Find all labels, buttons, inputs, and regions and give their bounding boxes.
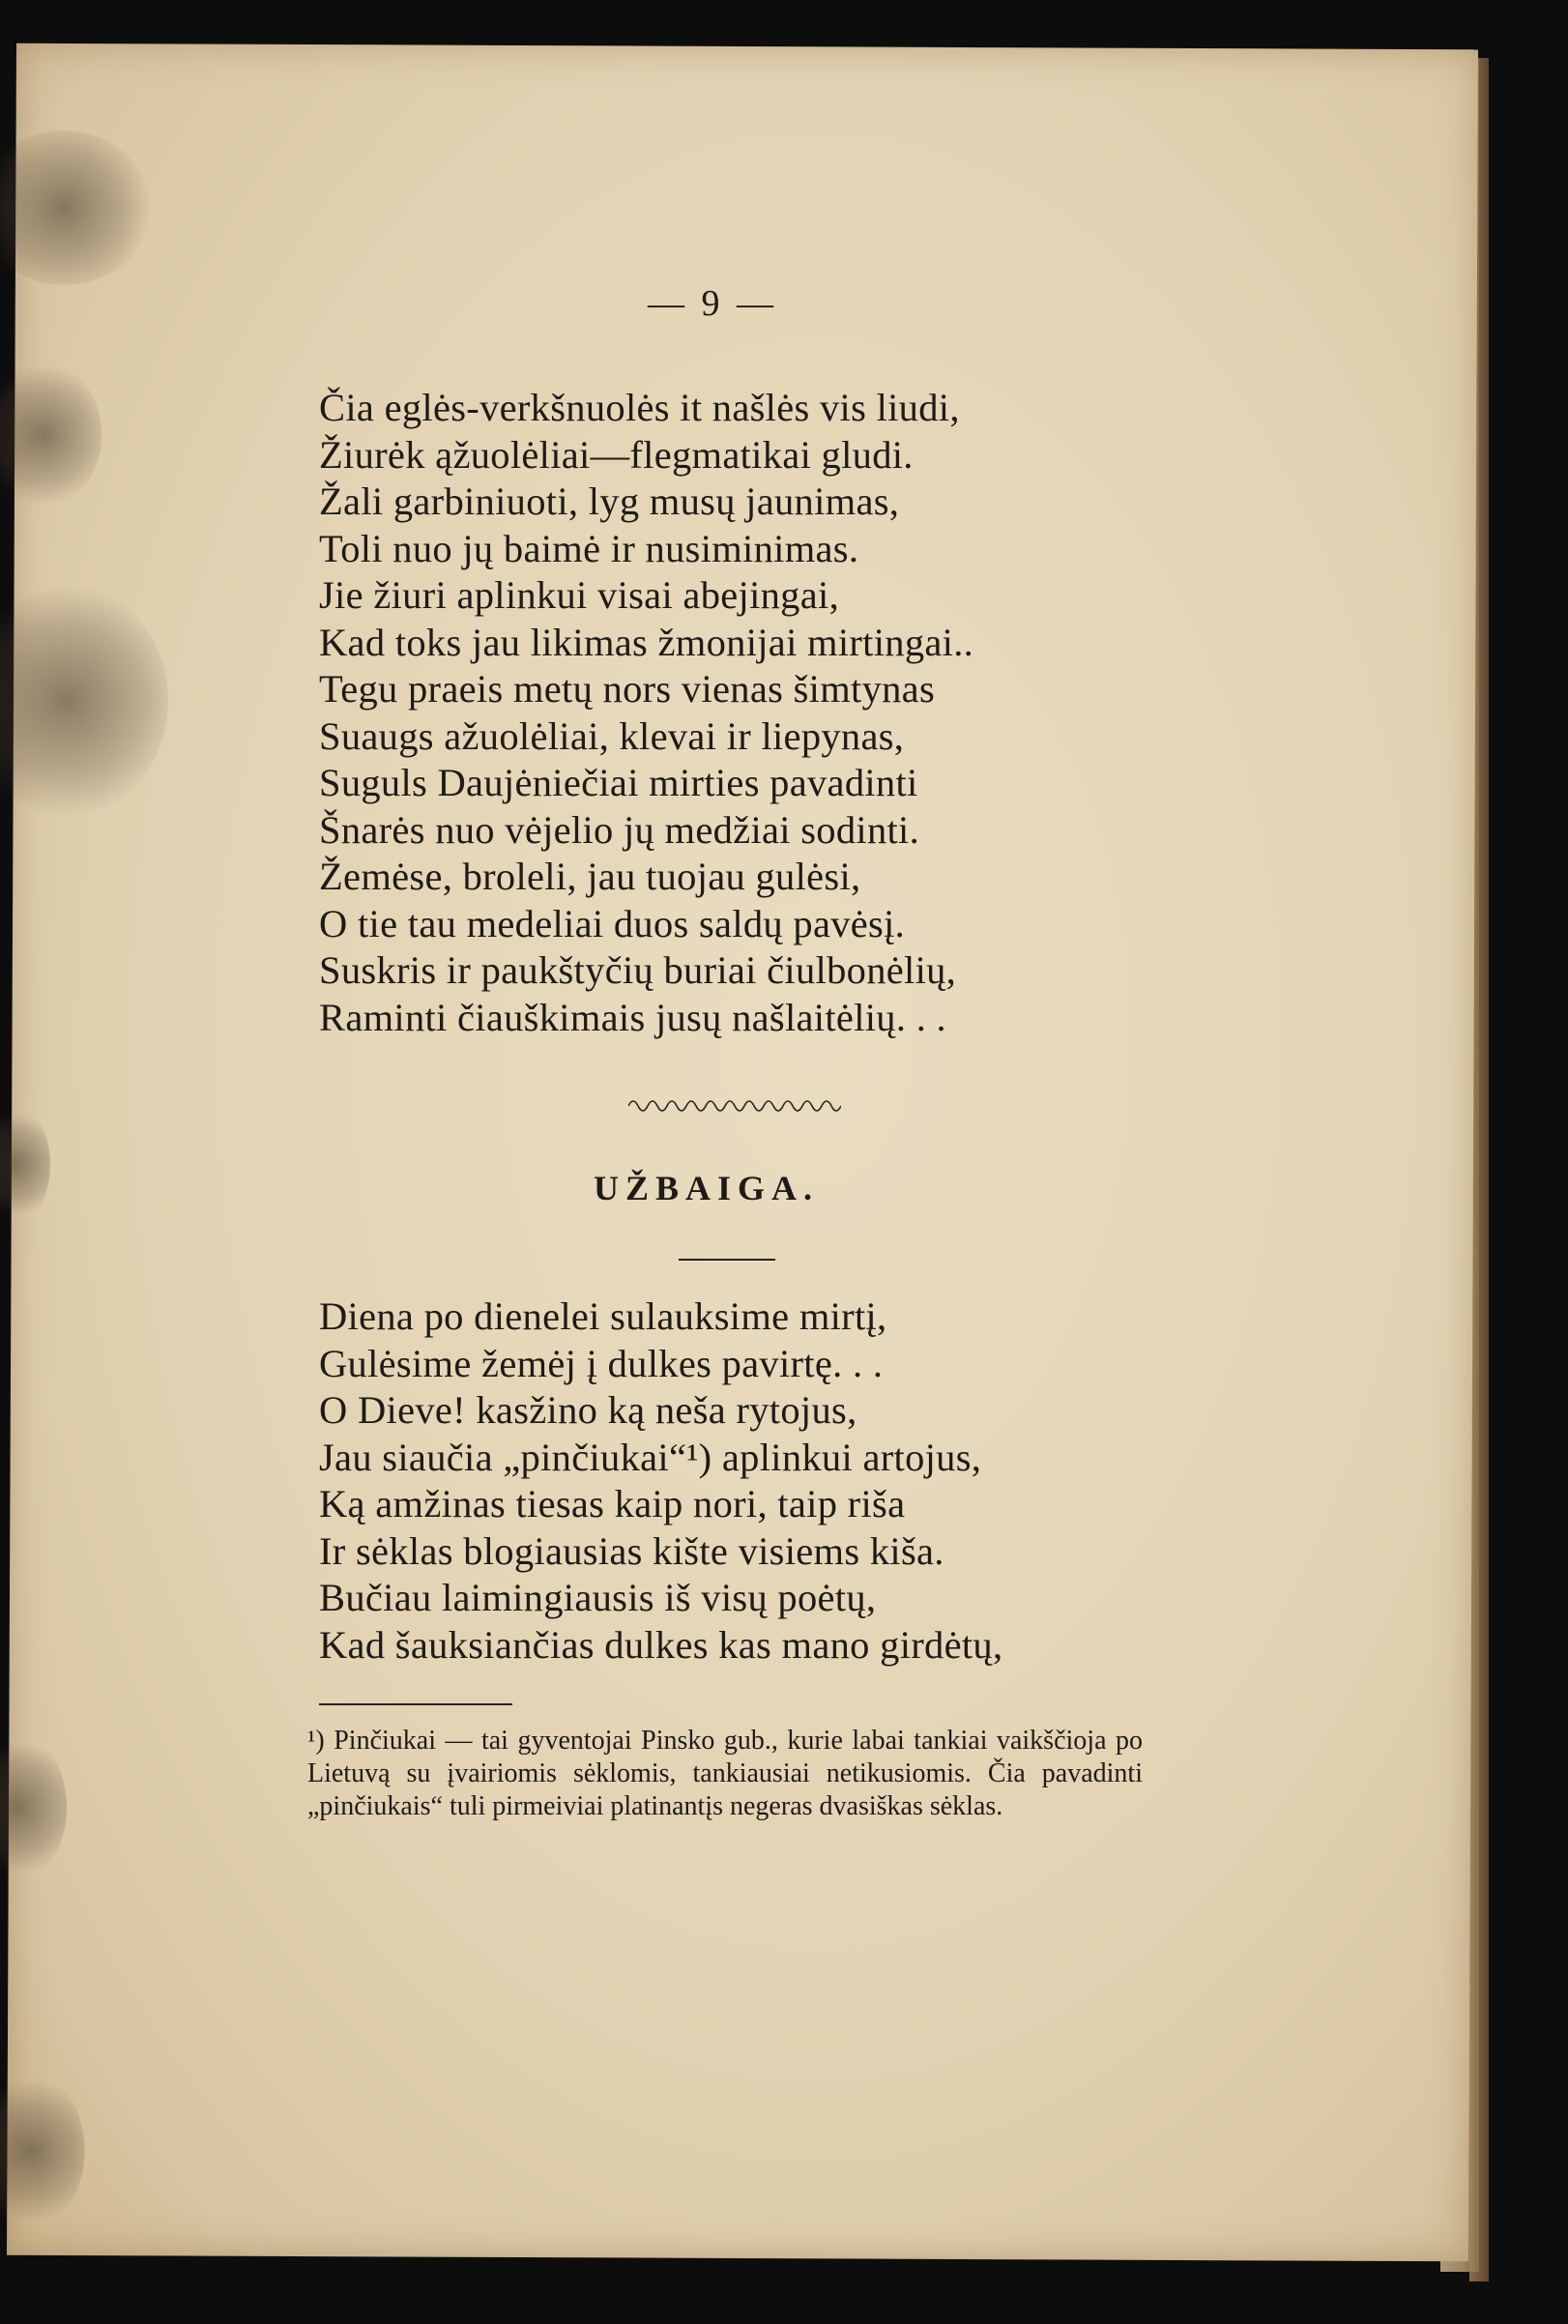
poem-line: O Dieve! kasžino ką neša rytojus,	[319, 1388, 857, 1432]
poem-line: Jie žiuri aplinkui visai abejingai,	[319, 573, 839, 617]
poem-line: Kad šauksiančias dulkes kas mano girdėtų,	[319, 1622, 1003, 1667]
wavy-ornament	[628, 1094, 841, 1112]
poem-line: Suguls Daujėniečiai mirties pavadinti	[319, 761, 918, 804]
stain-mark	[0, 363, 102, 508]
footnote: ¹) Pinčiukai — tai gyventojai Pinsko gub., kurie labai tankiai vaikščioja po Lietuvą su įvairiomis sėklomis, tankiausiai netikusiomis. Čia pavadinti „pinčiukais“ tuli pirmeiviai platinantįs negeras dvasiškas sėklas.	[307, 1726, 1143, 1821]
poem-line: Tegu praeis metų nors vienas šimtynas	[319, 667, 936, 711]
poem-line: Diena po dienelei sulauksime mirtį,	[319, 1294, 887, 1338]
poem-line: Suaugs ažuolėliai, klevai ir liepynas,	[319, 713, 905, 758]
poem-line: Kad toks jau likimas žmonijai mirtingai..	[319, 620, 974, 664]
poem-stanza	[319, 385, 973, 1041]
poem-line: Žali garbiniuoti, lyg musų jaunimas,	[319, 479, 900, 523]
stain-mark	[0, 131, 152, 286]
stain-mark	[0, 584, 169, 817]
stain-mark	[0, 2074, 85, 2228]
poem-line: O tie tau medeliai duos saldų pavėsį.	[319, 901, 906, 945]
heading-rule	[679, 1259, 775, 1261]
poem-line: Žemėse, broleli, jau tuojau gulėsi,	[319, 855, 861, 898]
poem-line: Jau siaučia „pinčiukai“¹) aplinkui artojus,	[319, 1435, 982, 1479]
footnote-rule	[319, 1703, 512, 1705]
poem-line: Raminti čiauškimais jusų našlaitėlių. . .	[319, 995, 946, 1039]
poem-line: Ir sėklas blogiausias kište visiems kiša.	[319, 1528, 944, 1573]
poem-line: Ką amžinas tiesas kaip nori, taip riša	[319, 1482, 906, 1525]
page-number: — 9 —	[648, 283, 777, 324]
poem-line: Toli nuo jų baimė ir nusiminimas.	[319, 526, 859, 570]
poem-line: Gulėsime žemėj į dulkes pavirtę. . .	[319, 1341, 884, 1385]
book-page	[7, 44, 1478, 2262]
poem-line: Suskris ir paukštyčių buriai čiulbonėlių,	[319, 948, 957, 992]
stain-mark	[0, 1107, 50, 1223]
poem-line: Šnarės nuo vėjelio jų medžiai sodinti.	[319, 807, 920, 852]
stain-mark	[0, 1735, 67, 1880]
poem-line: Žiurėk ąžuolėliai—flegmatikai gludi.	[319, 432, 914, 477]
poem-line: Bučiau laimingiausis iš visų poėtų,	[319, 1576, 877, 1619]
poem-stanza	[319, 1293, 1002, 1669]
poem-line: Čia eglės-verkšnuolės it našlės vis liudi,	[319, 386, 960, 429]
section-heading: UŽBAIGA.	[594, 1169, 820, 1207]
